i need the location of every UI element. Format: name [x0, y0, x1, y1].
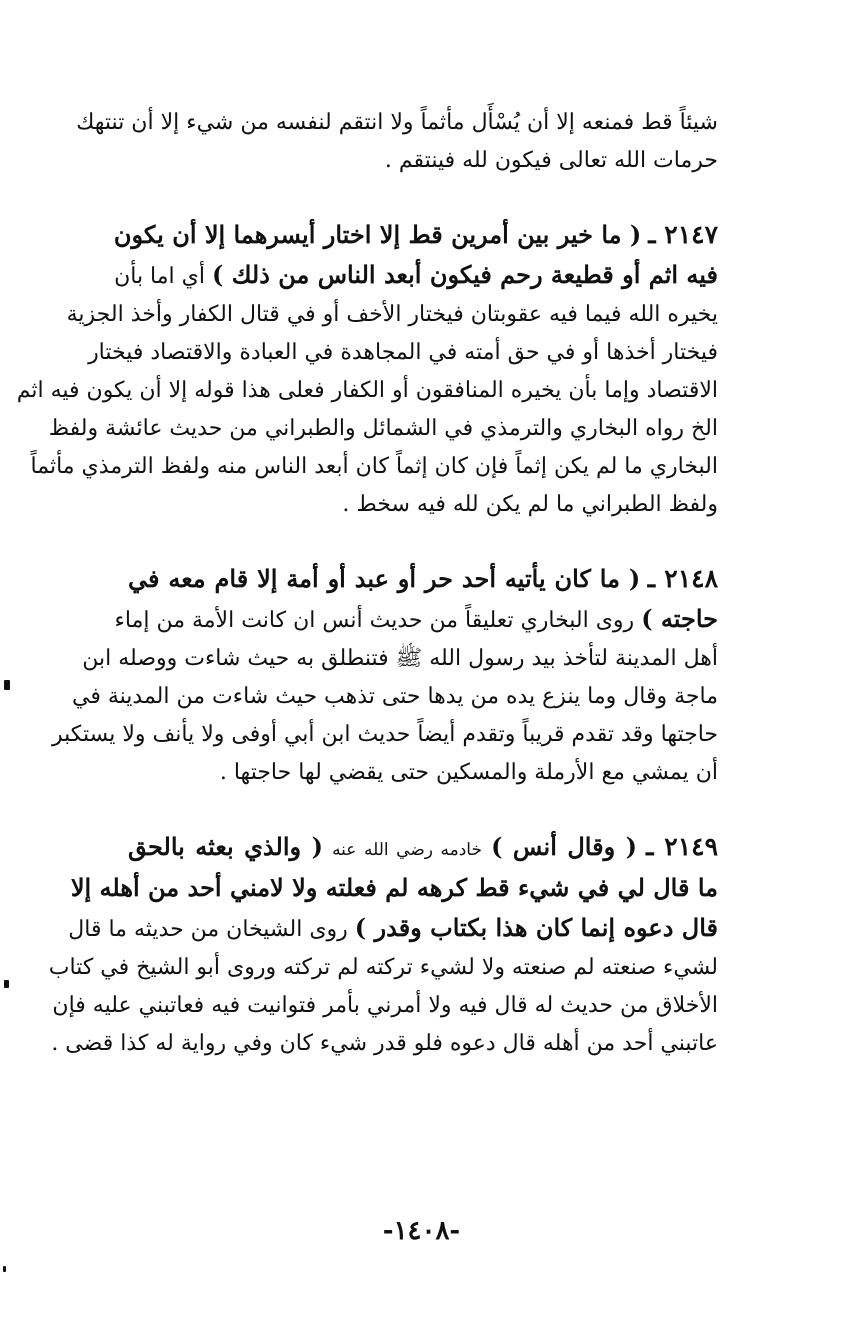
text-line: عاتبني أحد من أهله قال دعوه فلو قدر شيء كان وفي رواية له كذا قضى . [51, 1031, 718, 1056]
text-line: لشيء صنعته لم صنعته ولا لشيء تركته لم تركته وروى أبو الشيخ في كتاب [48, 955, 718, 980]
intro-paragraph [76, 104, 718, 180]
hadith-number: ٢١٤٧ ـ [648, 220, 718, 249]
hadith-text-bold: حاجته ) [641, 604, 718, 633]
text-line: ولفظ الطبراني ما لم يكن لله فيه سخط . [342, 492, 718, 517]
commentary-text: أي اما بأن [114, 264, 205, 289]
hadith-text-bold: فيه اثم أو قطيعة رحم فيكون أبعد الناس من ذلك ) [211, 260, 718, 289]
text-line: ماجة وقال وما ينزع يده من يدها حتى تذهب حيث شاءت من المدينة في [72, 684, 718, 709]
text-line: فيختار أخذها أو في حق أمته في المجاهدة في العبادة والاقتصاد فيختار [88, 340, 718, 365]
text-line: البخاري ما لم يكن إثماً فإن كان إثماً كان أبعد الناس منه ولفظ الترمذي مأثماً [30, 454, 718, 479]
hadith-number: ٢١٤٨ ـ [647, 564, 719, 593]
text-line: أهل المدينة لتأخذ بيد رسول الله ﷺ فتنطلق به حيث شاءت ووصله ابن [82, 646, 718, 671]
hadith-number: ٢١٤٩ ـ [646, 832, 718, 861]
text-line [114, 256, 718, 296]
hadith-text-bold: ( وقال أنس ) [491, 832, 637, 861]
text-line: شيئاً قط فمنعه إلا أن يُسْأَل مأثماً ولا انتقم لنفسه من شيء إلا أن تنتهك [76, 110, 718, 135]
hadith-text-bold: قال دعوه إنما كان هذا بكتاب وقدر ) [354, 913, 718, 942]
commentary-text: روى البخاري تعليقاً من حديث أنس ان كانت الأمة من إماء [114, 608, 635, 633]
scan-mark [4, 680, 10, 690]
text-line [68, 909, 718, 949]
text-line [114, 600, 718, 640]
text-line: يخيره الله فيما فيه عقوبتان فيختار الأخف أو في قتال الكفار وأخذ الجزية [66, 302, 718, 327]
commentary-text: خادمه رضي الله عنه [332, 840, 482, 860]
hadith-heading-line [113, 216, 718, 256]
text-line: حاجتها وقد تقدم قريباً وتقدم أيضاً حديث ابن أبي أوفى ولا يأنف ولا يستكبر [52, 722, 718, 747]
hadith-2149 [48, 828, 718, 1063]
text-line: الخ رواه البخاري والترمذي في الشمائل والطبراني من حديث عائشة ولفظ [48, 416, 718, 441]
text-line: الاقتصاد وإما بأن يخيره المنافقون أو الكفار فعلى هذا قوله إلا أن يكون فيه اثم [16, 378, 718, 403]
scan-mark [4, 980, 9, 988]
text-line: أن يمشي مع الأرملة والمسكين حتى يقضي لها حاجتها . [219, 760, 718, 785]
commentary-text: روى الشيخان من حديثه ما قال [68, 917, 348, 942]
hadith-text-bold: ما قال لي في شيء قط كرهه لم فعلته ولا لامني أحد من أهله إلا [70, 873, 718, 902]
hadith-heading-line [128, 560, 718, 600]
hadith-text-bold: ( والذي بعثه بالحق [128, 832, 323, 861]
hadith-text-bold: ( ما كان يأتيه أحد حر أو عبد أو أمة إلا قام معه في [128, 564, 641, 593]
hadith-2147 [16, 216, 718, 524]
text-line: حرمات الله تعالى فيكون لله فينتقم . [384, 148, 718, 173]
text-line: الأخلاق من حديث له قال فيه ولا أمرني بأمر فتوانيت فيه فعاتبني عليه فإن [52, 993, 718, 1018]
hadith-text-bold: ( ما خير بين أمرين قط إلا اختار أيسرهما إلا أن يكون [113, 220, 642, 249]
scan-mark [3, 1266, 6, 1272]
page-number: -١٤٠٨- [382, 1216, 461, 1246]
hadith-2148 [52, 560, 719, 792]
hadith-heading-line [128, 828, 718, 869]
text-line [70, 869, 718, 909]
page-body [16, 104, 719, 1099]
